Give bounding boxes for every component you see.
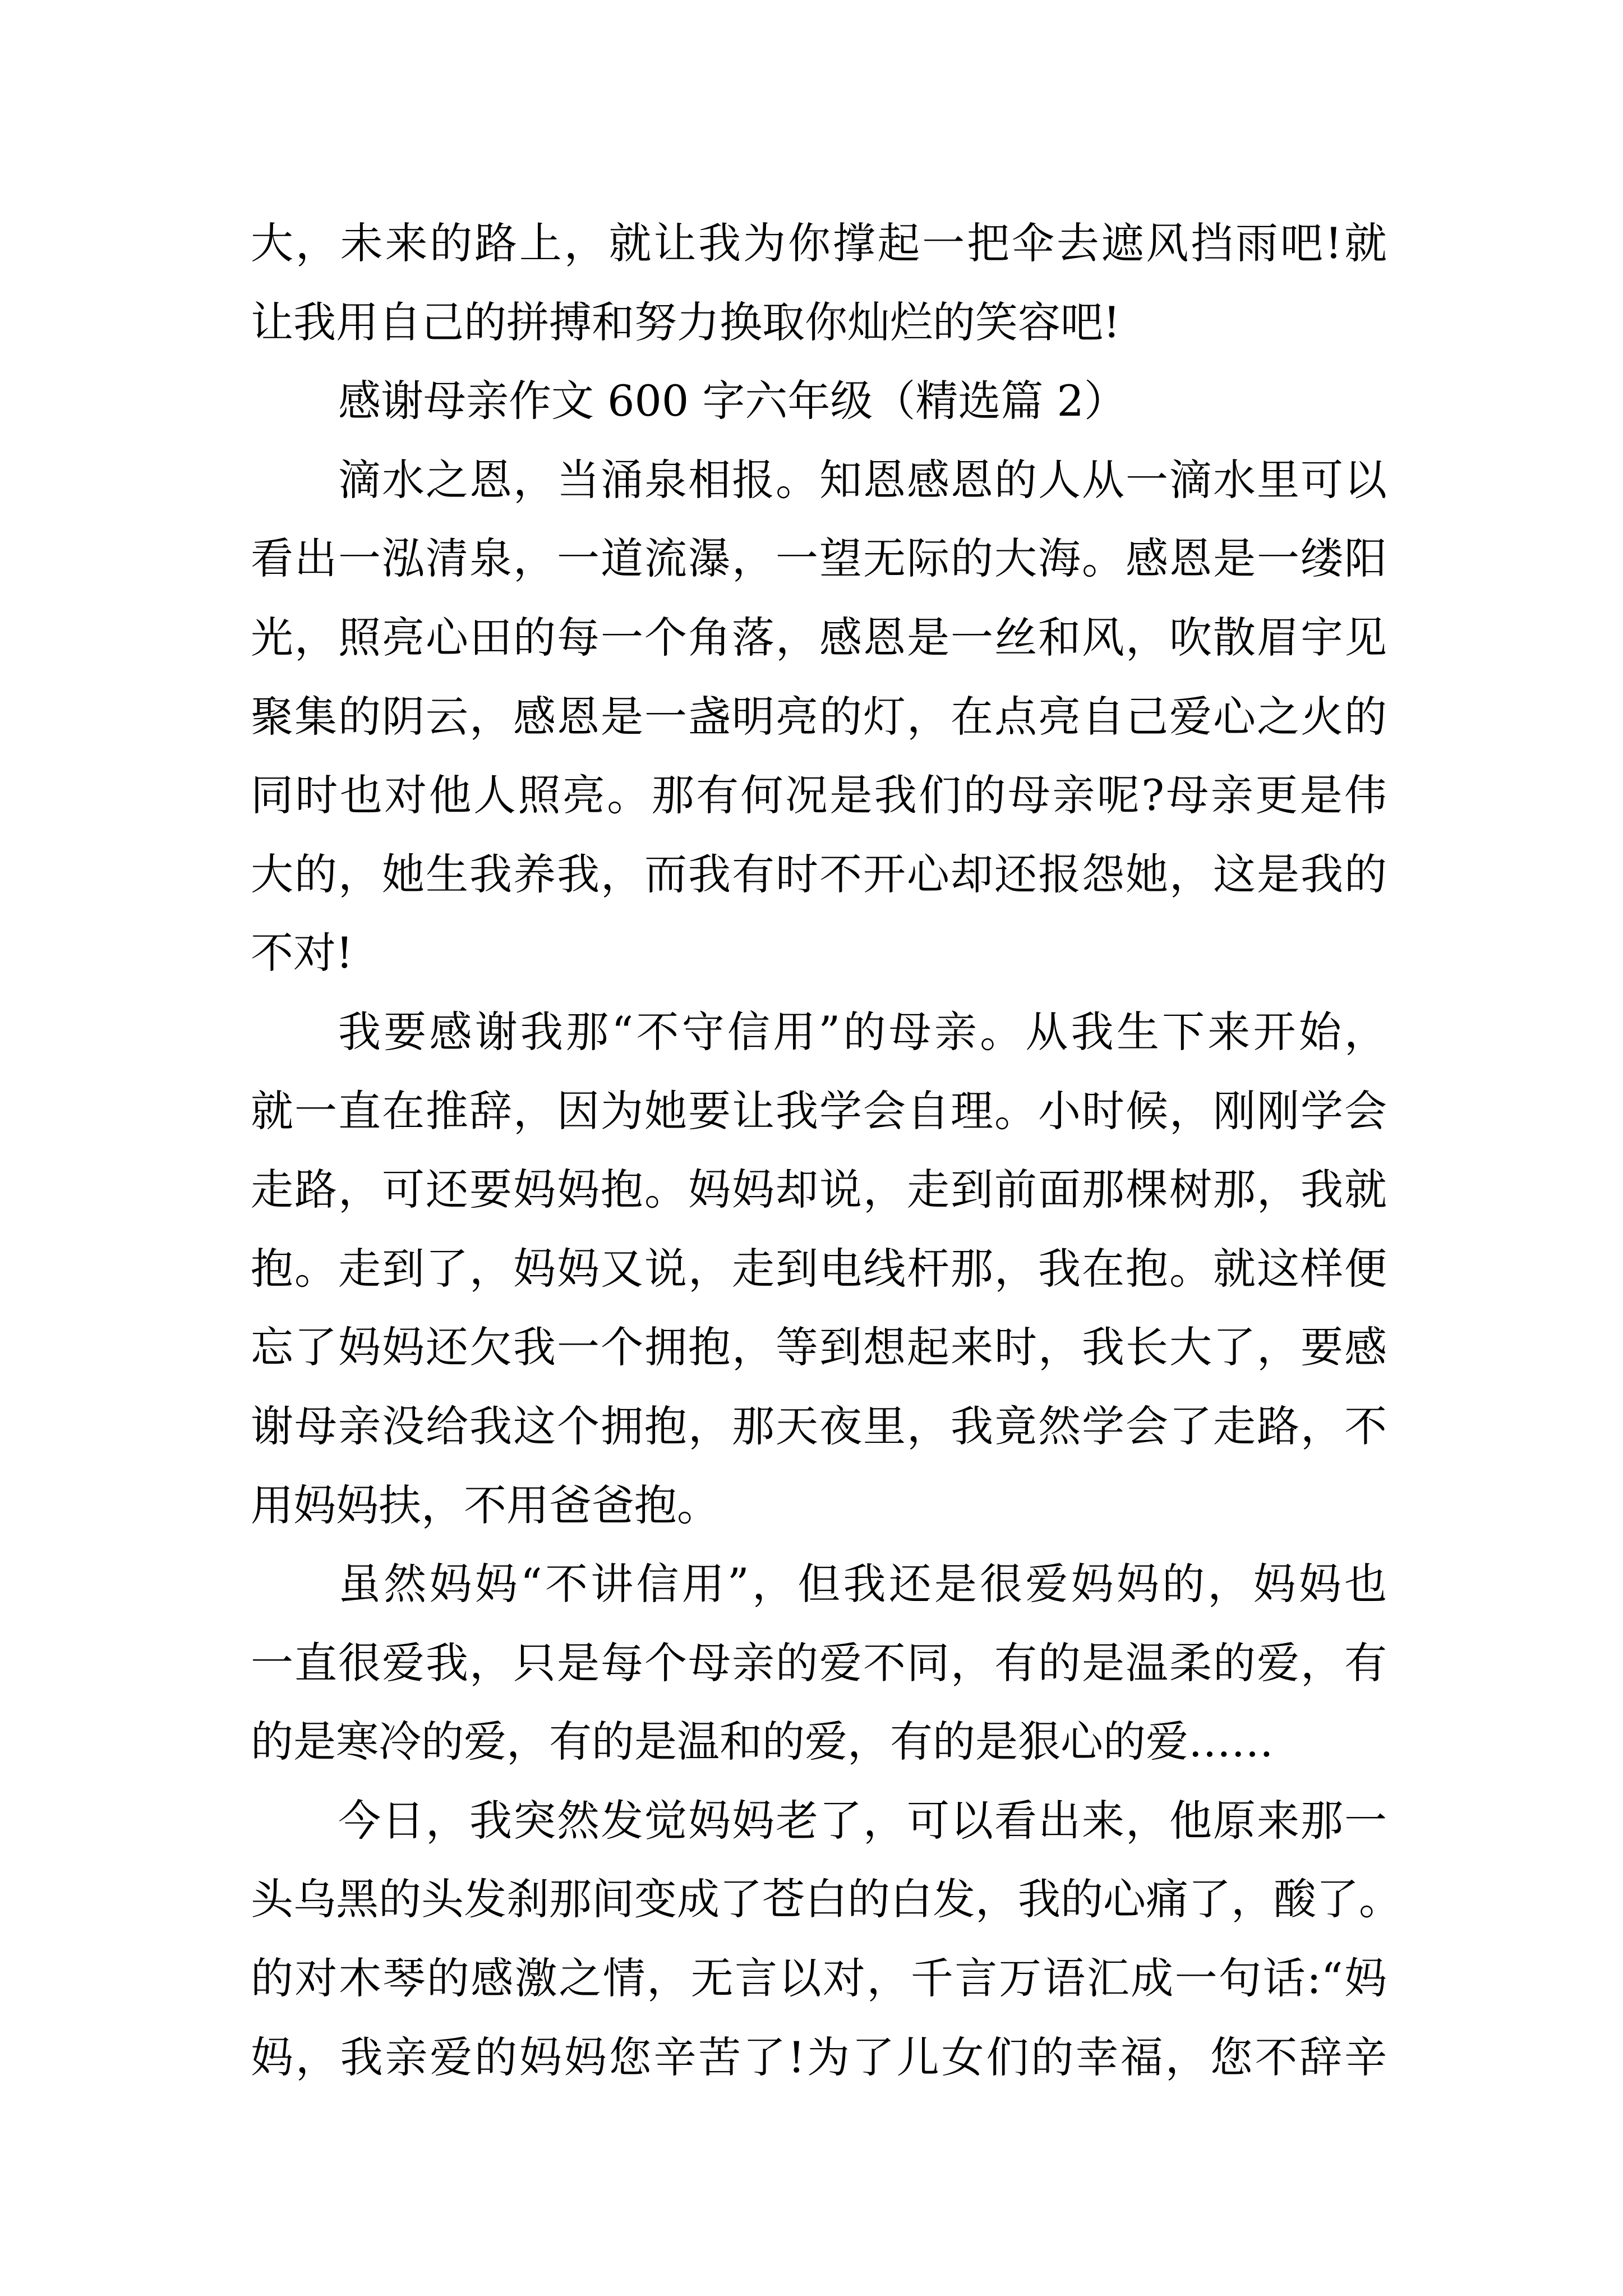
paragraph — [251, 441, 1387, 993]
paragraph — [251, 993, 1387, 1545]
document-body — [251, 204, 1401, 2097]
text-line: 一直很爱我，只是每个母亲的爱不同，有的是温柔的爱，有 — [251, 1637, 1387, 1688]
text-line: 我要感谢我那“不守信用”的母亲。从我生下来开始， — [338, 1006, 1387, 1057]
text-line: 的是寒冷的爱，有的是温和的爱，有的是狠心的爱…… — [251, 1717, 1274, 1767]
text-line: 滴水之恩，当涌泉相报。知恩感恩的人从一滴水里可以 — [338, 454, 1387, 505]
text-line: 的对木琴的感激之情，无言以对，千言万语汇成一句话:“妈 — [251, 1953, 1387, 2004]
text-line: 不对! — [251, 928, 353, 978]
text-line: 头乌黑的头发刹那间变成了苍白的白发，我的心痛了，酸了。 — [251, 1874, 1401, 1925]
paragraph — [251, 1545, 1387, 1782]
text-line: 就一直在推辞，因为她要让我学会自理。小时候，刚刚学会 — [251, 1085, 1387, 1136]
text-line: 看出一泓清泉，一道流瀑，一望无际的大海。感恩是一缕阳 — [251, 533, 1387, 584]
heading-line: 感谢母亲作文 600 字六年级（精选篇 2） — [338, 376, 1127, 426]
section-heading — [251, 362, 1387, 441]
text-line: 同时也对他人照亮。那有何况是我们的母亲呢?母亲更是伟 — [251, 770, 1387, 821]
text-line: 走路，可还要妈妈抱。妈妈却说，走到前面那棵树那，我就 — [251, 1165, 1387, 1215]
text-line: 聚集的阴云，感恩是一盏明亮的灯，在点亮自己爱心之火的 — [251, 691, 1387, 742]
text-line: 今日，我突然发觉妈妈老了，可以看出来，他原来那一 — [338, 1795, 1387, 1846]
text-line: 谢母亲没给我这个拥抱，那天夜里，我竟然学会了走路，不 — [251, 1401, 1387, 1451]
text-line: 大，未来的路上，就让我为你撑起一把伞去遮风挡雨吧!就 — [251, 218, 1387, 268]
text-line: 虽然妈妈“不讲信用”，但我还是很爱妈妈的，妈妈也 — [338, 1559, 1387, 1609]
text-line: 妈，我亲爱的妈妈您辛苦了!为了儿女们的幸福，您不辞辛 — [251, 2032, 1387, 2082]
paragraph — [251, 1782, 1401, 2097]
text-line: 抱。走到了，妈妈又说，走到电线杆那，我在抱。就这样便 — [251, 1243, 1387, 1294]
text-line: 光，照亮心田的每一个角落，感恩是一丝和风，吹散眉宇见 — [251, 612, 1387, 662]
text-line: 忘了妈妈还欠我一个拥抱，等到想起来时，我长大了，要感 — [251, 1322, 1387, 1373]
text-line: 让我用自己的拼搏和努力换取你灿烂的笑容吧! — [251, 297, 1121, 347]
text-line: 用妈妈扶，不用爸爸抱。 — [251, 1480, 720, 1530]
text-line: 大的，她生我养我，而我有时不开心却还报怨她，这是我的 — [251, 849, 1387, 899]
paragraph-continuation — [251, 204, 1387, 362]
